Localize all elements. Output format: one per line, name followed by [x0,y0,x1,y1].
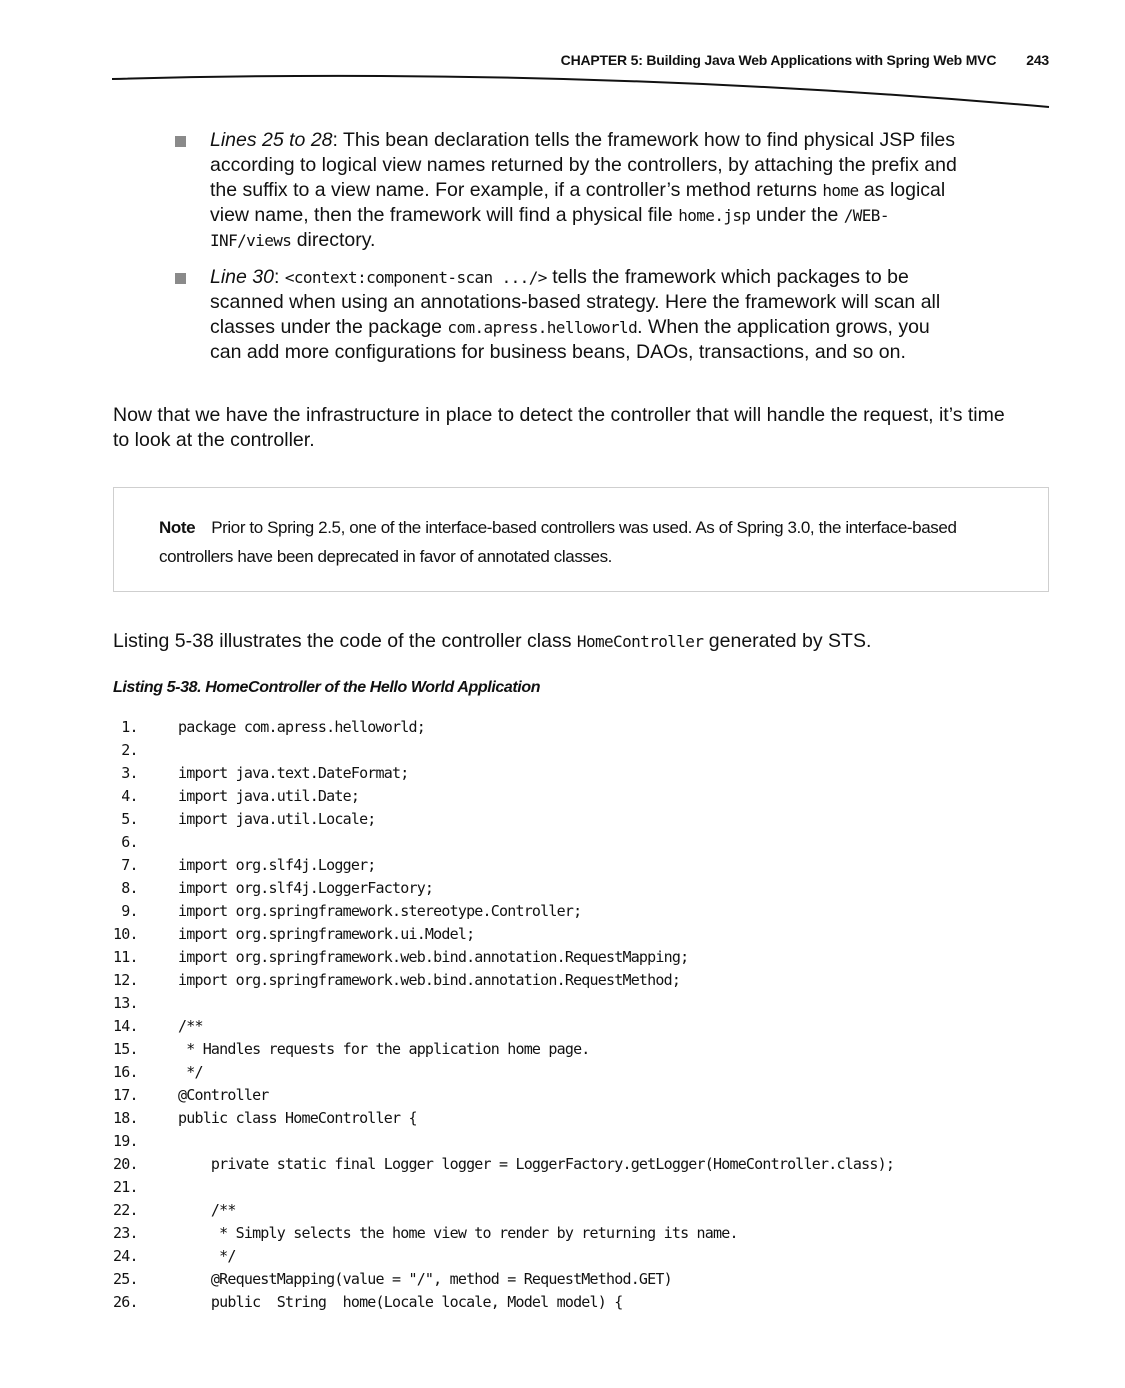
line-number: 20. [113,1155,138,1173]
line-number: 17. [113,1086,138,1104]
code-line [113,1038,1073,1061]
code-line [113,1153,1073,1176]
listing-caption: Listing 5-38. HomeController of the Hello World Application [113,679,541,696]
line-number: 16. [113,1063,138,1081]
code-text: @Controller [178,1086,269,1104]
line-number: 12. [113,971,138,989]
inline-code: /WEB-INF/views [210,206,889,250]
code-line [113,1291,1073,1314]
inline-code: home.jsp [678,206,751,225]
page-number: 243 [1026,52,1049,68]
code-text: import org.springframework.stereotype.Controller; [178,902,582,920]
code-text: * Simply selects the home view to render by returning its name. [178,1224,738,1242]
code-text: package com.apress.helloworld; [178,718,425,736]
note-text: Prior to Spring 2.5, one of the interface-based controllers was used. As of Spring 3.0, the interface-based controllers have been deprecated in favor of annotated classes. [159,518,957,566]
code-line [113,831,1073,854]
code-text: import org.slf4j.LoggerFactory; [178,879,434,897]
code-line [113,739,1073,762]
code-text: import java.util.Date; [178,787,360,805]
note-label: Note [159,518,196,537]
line-number: 11. [113,948,138,966]
code-text: */ [178,1247,236,1265]
code-line [113,946,1073,969]
code-text: public String home(Locale locale, Model model) { [178,1293,623,1311]
code-text: import java.util.Locale; [178,810,376,828]
code-text: import org.springframework.web.bind.annotation.RequestMapping; [178,948,689,966]
code-text: /** [178,1017,203,1035]
inline-code: HomeController [576,632,704,651]
inline-code: home [822,181,859,200]
line-number: 10. [113,925,138,943]
bullet-text: as logical view name, then the framework will find a physical file [210,179,946,226]
code-line [113,716,1073,739]
line-number: 19. [113,1132,138,1150]
code-line [113,762,1073,785]
line-number: 15. [113,1040,138,1058]
list-item [175,265,965,365]
bullet-text: : [273,266,285,288]
code-line [113,900,1073,923]
inline-code: com.apress.helloworld [447,318,638,337]
bullet-text: : This bean declaration tells the framework how to find physical JSP files according to logical view names returned by the controllers, by attaching the prefix and the suffix to a view name. For example, if a controller’s method returns [210,129,957,201]
line-number: 13. [113,994,138,1012]
line-number: 6. [113,833,138,851]
line-number: 23. [113,1224,138,1242]
note-box [113,487,1049,592]
code-text: public class HomeController { [178,1109,417,1127]
square-bullet-icon [175,136,186,147]
line-number: 2. [113,741,138,759]
code-line [113,1061,1073,1084]
code-line [113,785,1073,808]
note-content [159,513,1019,571]
line-number: 22. [113,1201,138,1219]
line-number: 21. [113,1178,138,1196]
square-bullet-icon [175,273,186,284]
code-line [113,808,1073,831]
bullet-list [175,128,965,377]
bullet-lead: Lines 25 to 28 [210,129,333,151]
code-line [113,969,1073,992]
code-line [113,1245,1073,1268]
running-header [561,52,1049,68]
code-line [113,923,1073,946]
code-line [113,1222,1073,1245]
code-line [113,877,1073,900]
code-line [113,1176,1073,1199]
line-number: 5. [113,810,138,828]
line-number: 7. [113,856,138,874]
code-text: */ [178,1063,203,1081]
header-rule [112,72,1052,112]
intro-text: Listing 5-38 illustrates the code of the controller class [113,630,577,652]
list-item [175,128,965,253]
code-line [113,992,1073,1015]
bullet-text: directory. [291,229,376,251]
bullet-lead: Line 30 [210,266,274,288]
line-number: 4. [113,787,138,805]
code-text: private static final Logger logger = LoggerFactory.getLogger(HomeController.class); [178,1155,895,1173]
code-line [113,854,1073,877]
line-number: 1. [113,718,138,736]
intro-text: generated by STS. [703,630,872,652]
line-number: 25. [113,1270,138,1288]
line-number: 3. [113,764,138,782]
code-listing [113,716,1073,1314]
code-text: import org.springframework.web.bind.annotation.RequestMethod; [178,971,681,989]
code-text: import org.springframework.ui.Model; [178,925,475,943]
code-line [113,1130,1073,1153]
code-text: @RequestMapping(value = "/", method = RequestMethod.GET) [178,1270,672,1288]
line-number: 9. [113,902,138,920]
bullet-text: . When the application grows, you can add more configurations for business beans, DAOs, transactions, and so on. [210,316,930,363]
line-number: 24. [113,1247,138,1265]
code-line [113,1107,1073,1130]
bullet-text: under the [750,204,844,226]
code-line [113,1084,1073,1107]
inline-code: <context:component-scan .../> [284,268,547,287]
body-paragraph: Now that we have the infrastructure in place to detect the controller that will handle the request, it’s time to look at the controller. [113,404,1005,451]
code-text: * Handles requests for the application home page. [178,1040,590,1058]
code-line [113,1015,1073,1038]
code-text: import java.text.DateFormat; [178,764,409,782]
line-number: 14. [113,1017,138,1035]
code-line [113,1199,1073,1222]
listing-intro-paragraph [113,629,1023,654]
line-number: 18. [113,1109,138,1127]
line-number: 8. [113,879,138,897]
code-text: /** [178,1201,236,1219]
code-text: import org.slf4j.Logger; [178,856,376,874]
chapter-title: CHAPTER 5: Building Java Web Applications with Spring Web MVC [560,52,997,68]
code-line [113,1268,1073,1291]
line-number: 26. [113,1293,138,1311]
bullet-text: tells the framework which packages to be scanned when using an annotations-based strategy. Here the framework will scan all classes under the package [210,266,941,338]
